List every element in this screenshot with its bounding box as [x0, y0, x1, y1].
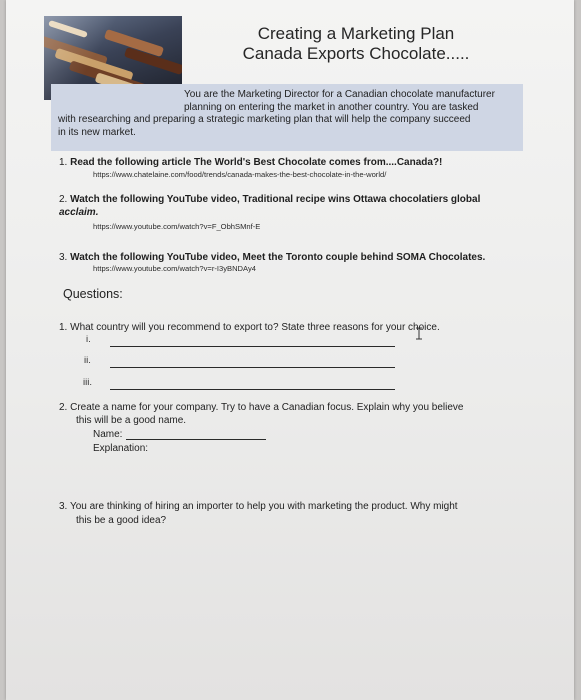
task-2-url[interactable]: https://www.youtube.com/watch?v=F_ObhSMnf-E	[93, 222, 261, 231]
intro-line-2: planning on entering the market in another country. You are tasked	[184, 102, 479, 113]
task-1-url[interactable]: https://www.chatelaine.com/food/trends/canada-makes-the-best-chocolate-in-the-world/	[93, 170, 387, 179]
answer-i-label: i.	[86, 334, 91, 345]
name-answer-line[interactable]	[126, 439, 266, 440]
question-2-text: Create a name for your company. Try to have a Canadian focus. Explain why you believe	[70, 402, 464, 413]
page-title	[206, 24, 506, 64]
task-3	[59, 251, 485, 264]
task-3-text: Watch the following YouTube video, Meet the Toronto couple behind SOMA Chocolates.	[70, 252, 486, 263]
question-3-text: You are thinking of hiring an importer to help you with marketing the product. Why might	[69, 501, 458, 512]
task-3-url[interactable]: https://www.youtube.com/watch?v=r-I3yBNDAy4	[93, 264, 256, 273]
task-1-number: 1.	[59, 157, 68, 168]
title-line-2: Canada Exports Chocolate.....	[242, 44, 470, 63]
question-2-text-line-2: this will be a good name.	[76, 415, 187, 426]
question-1-text: What country will you recommend to export to? State three reasons for your choice.	[70, 322, 440, 333]
name-label: Name:	[93, 429, 123, 440]
answer-ii-line[interactable]	[110, 367, 395, 368]
question-2	[59, 401, 463, 414]
question-3	[59, 500, 458, 513]
answer-i-line[interactable]	[110, 346, 395, 347]
task-2-text: Watch the following YouTube video, Traditional recipe wins Ottawa chocolatiers global	[70, 194, 481, 205]
intro-line-1: You are the Marketing Director for a Canadian chocolate manufacturer	[184, 89, 495, 100]
task-1	[59, 156, 442, 169]
task-2-number: 2.	[59, 194, 68, 205]
worksheet-page	[6, 0, 574, 700]
answer-iii-line[interactable]	[110, 389, 395, 390]
intro-line-4: in its new market.	[58, 127, 136, 138]
task-2-text-line-2: acclaim.	[59, 207, 99, 218]
task-2	[59, 193, 480, 206]
question-3-number: 3.	[59, 501, 68, 512]
questions-heading: Questions:	[63, 287, 123, 301]
task-3-number: 3.	[59, 252, 68, 263]
answer-ii-label: ii.	[84, 355, 91, 366]
title-line-1: Creating a Marketing Plan	[257, 24, 455, 43]
question-2-number: 2.	[59, 402, 68, 413]
intro-line-3: with researching and preparing a strategic marketing plan that will help the company succeed	[58, 114, 471, 125]
question-1-number: 1.	[59, 322, 68, 333]
explanation-label: Explanation:	[93, 443, 149, 454]
question-3-text-line-2: this be a good idea?	[76, 515, 167, 526]
question-1	[59, 321, 440, 334]
task-1-text: Read the following article The World's Best Chocolate comes from....Canada?!	[70, 157, 443, 168]
answer-iii-label: iii.	[83, 377, 92, 388]
text-cursor-icon	[415, 327, 423, 340]
